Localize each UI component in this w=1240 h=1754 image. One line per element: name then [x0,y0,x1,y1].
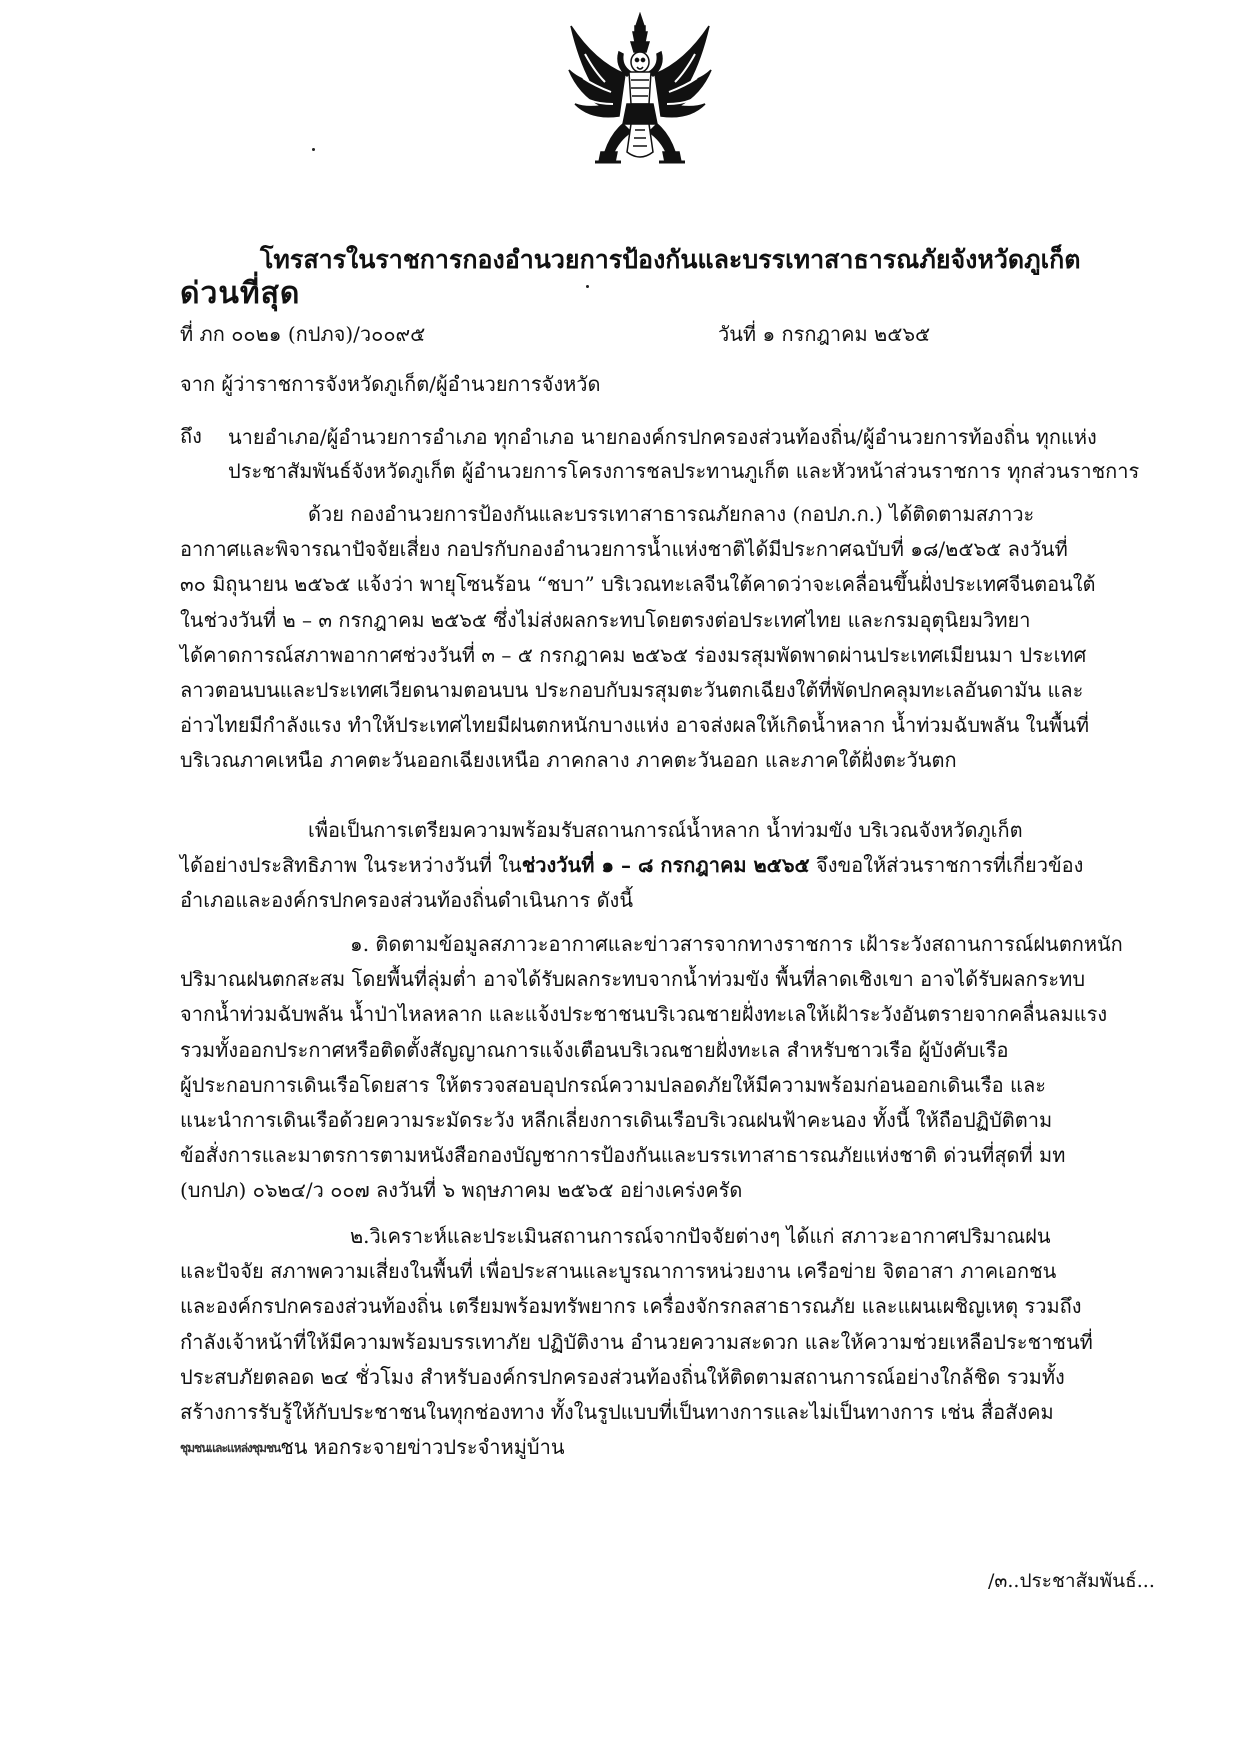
to-line: ประชาสัมพันธ์จังหวัดภูเก็ต ผู้อำนวยการโครงการชลประทานภูเก็ต และหัวหน้าส่วนราชการ ทุกส่วนราชการ [228,459,1140,483]
paragraph-line: อากาศและพิจารณาปัจจัยเสี่ยง กอปรกับกองอำนวยการน้ำแห่งชาติได้มีประกาศฉบับที่ ๑๘/๒๕๖๕ ลงวันที่ [180,537,1068,562]
paragraph-line [180,1430,1093,1466]
to-line: นายอำเภอ/ผู้อำนวยการอำเภอ ทุกอำเภอ นายกองค์กรปกครองส่วนท้องถิ่น/ผู้อำนวยการท้องถิ่น ทุกแห่ง [228,425,1097,449]
paragraph-line: ลาวตอนบนและประเทศเวียดนามตอนบน ประกอบกับมรสุมตะวันตกเฉียงใต้ที่พัดปกคลุมทะเลอันดามัน และ [180,678,1084,703]
paragraph-line: ได้คาดการณ์สภาพอากาศช่วงวันที่ ๓ – ๕ กรกฎาคม ๒๕๖๕ ร่องมรสุมพัดพาดผ่านประเทศเมียนมา ประเทศ [180,642,1087,667]
paragraph-item-2 [180,1219,1093,1466]
garuda-emblem-icon [565,12,715,184]
document-date: วันที่ ๑ กรกฎาคม ๒๕๖๕ [718,322,931,346]
paragraph-line: เพื่อเป็นการเตรียมความพร้อมรับสถานการณ์น้ำหลาก น้ำท่วมขัง บริเวณจังหวัดภูเก็ต [308,818,1023,842]
paragraph-text: จึงขอให้ส่วนราชการที่เกี่ยวข้อง [809,853,1084,878]
paragraph-line: ๓๐ มิถุนายน ๒๕๖๕ แจ้งว่า พายุโซนร้อน “ชบา” บริเวณทะเลจีนใต้คาดว่าจะเคลื่อนขึ้นฝั่งประเทศจีนตอนใต้ [180,572,1096,597]
paragraph-line: ด้วย กองอำนวยการป้องกันและบรรเทาสาธารณภัยกลาง (กอปภ.ก.) ได้ติดตามสภาวะ [308,502,1035,526]
paragraph-line: อำเภอและองค์กรปกครองส่วนท้องถิ่นดำเนินการ ดังนี้ [180,888,633,913]
document-number: ที่ ภก ๐๐๒๑ (กปภจ)/ว๐๐๙๕ [180,322,426,346]
paragraph-line [180,848,1083,883]
paragraph-line: (บกปภ) ๐๖๒๔/ว ๐๐๗ ลงวันที่ ๖ พฤษภาคม ๒๕๖๕ อย่างเคร่งครัด [180,1178,743,1203]
paragraph-line: ผู้ประกอบการเดินเรือโดยสาร ให้ตรวจสอบอุปกรณ์ความปลอดภัยให้มีความพร้อมก่อนออกเดินเรือ และ [180,1072,1046,1097]
paragraph-line: และองค์กรปกครองส่วนท้องถิ่น เตรียมพร้อมทรัพยากร เครื่องจักรกลสาธารณภัย และแผนเผชิญเหตุ รวมถึง [180,1294,1082,1319]
to-recipients [228,420,1139,488]
scan-speck [312,148,315,151]
paragraph-line: ข้อสั่งการและมาตรการตามหนังสือกองบัญชาการป้องกันและบรรเทาสาธารณภัยแห่งชาติ ด่วนที่สุดที่ มท [180,1143,1066,1168]
paragraph-line: แนะนำการเดินเรือด้วยความระมัดระวัง หลีกเลี่ยงการเดินเรือบริเวณฝนฟ้าคะนอง ทั้งนี้ ให้ถือปฏิบัติตาม [180,1108,1053,1133]
paragraph-line: ๒.วิเคราะห์และประเมินสถานการณ์จากปัจจัยต่างๆ ได้แก่ สภาวะอากาศปริมาณฝน [350,1224,1051,1248]
paragraph-line: อ่าวไทยมีกำลังแรง ทำให้ประเทศไทยมีฝนตกหนักบางแห่ง อาจส่งผลให้เกิดน้ำหลาก น้ำท่วมฉับพลัน ในพื้นที่ [180,713,1090,738]
scan-speck [586,285,589,288]
date-range-emphasis: ช่วงวันที่ ๑ – ๘ กรกฎาคม ๒๕๖๕ [521,853,810,878]
header-title: โทรสารในราชการกองอำนวยการป้องกันและบรรเทาสาธารณภัยจังหวัดภูเก็ต [260,245,1081,274]
paragraph-line: ในช่วงวันที่ ๒ – ๓ กรกฎาคม ๒๕๖๕ ซึ่งไม่ส่งผลกระทบโดยตรงต่อประเทศไทย และกรมอุตุนิยมวิทยา [180,607,1031,632]
paragraph-text: ชน หอกระจายข่าวประจำหมู่บ้าน [280,1435,565,1460]
paragraph-line: บริเวณภาคเหนือ ภาคตะวันออกเฉียงเหนือ ภาคกลาง ภาคตะวันออก และภาคใต้ฝั่งตะวันตก [180,748,957,773]
paragraph-request [180,813,1083,919]
paragraph-line: รวมทั้งออกประกาศหรือติดตั้งสัญญาณการแจ้งเตือนบริเวณชายฝั่งทะเล สำหรับชาวเรือ ผู้บังคับเรือ [180,1037,1009,1062]
paragraph-line: ประสบภัยตลอด ๒๔ ชั่วโมง สำหรับองค์กรปกครองส่วนท้องถิ่นให้ติดตามสถานการณ์อย่างใกล้ชิด รวมทั้ง [180,1364,1065,1389]
paragraph-line: สร้างการรับรู้ให้กับประชาชนในทุกช่องทาง ทั้งในรูปแบบที่เป็นทางการและไม่เป็นทางการ เช่น สื่อสังคม [180,1400,1054,1425]
paragraph-background [180,497,1096,779]
urgency-stamp: ด่วนที่สุด [180,276,301,311]
paragraph-item-1 [180,927,1123,1209]
from-line: จาก ผู้ว่าราชการจังหวัดภูเก็ต/ผู้อำนวยการจังหวัด [180,372,601,396]
page-continuation: /๓..ประชาสัมพันธ์... [988,1570,1155,1592]
paragraph-text: ได้อย่างประสิทธิภาพ ในระหว่างวันที่ ใน [180,853,522,878]
overprinted-text: ชุมชนและแหล่งชุมชน [180,1441,281,1456]
paragraph-line: ๑. ติดตามข้อมูลสภาวะอากาศและข่าวสารจากทางราชการ เฝ้าระวังสถานการณ์ฝนตกหนัก [350,932,1123,956]
paragraph-line: กำลังเจ้าหน้าที่ให้มีความพร้อมบรรเทาภัย ปฏิบัติงาน อำนวยความสะดวก และให้ความช่วยเหลือประชาชนที่ [180,1329,1093,1354]
paragraph-line: ปริมาณฝนตกสะสม โดยพื้นที่ลุ่มต่ำ อาจได้รับผลกระทบจากน้ำท่วมขัง พื้นที่ลาดเชิงเขา อาจได้รับผลกระทบ [180,967,1086,992]
paragraph-line: จากน้ำท่วมฉับพลัน น้ำป่าไหลหลาก และแจ้งประชาชนบริเวณชายฝั่งทะเลให้เฝ้าระวังอันตรายจากคลื่นลมแรง [180,1002,1108,1027]
paragraph-line: และปัจจัย สภาพความเสี่ยงในพื้นที่ เพื่อประสานและบูรณาการหน่วยงาน เครือข่าย จิตอาสา ภาคเอกชน [180,1259,1057,1284]
to-label: ถึง [180,424,202,448]
